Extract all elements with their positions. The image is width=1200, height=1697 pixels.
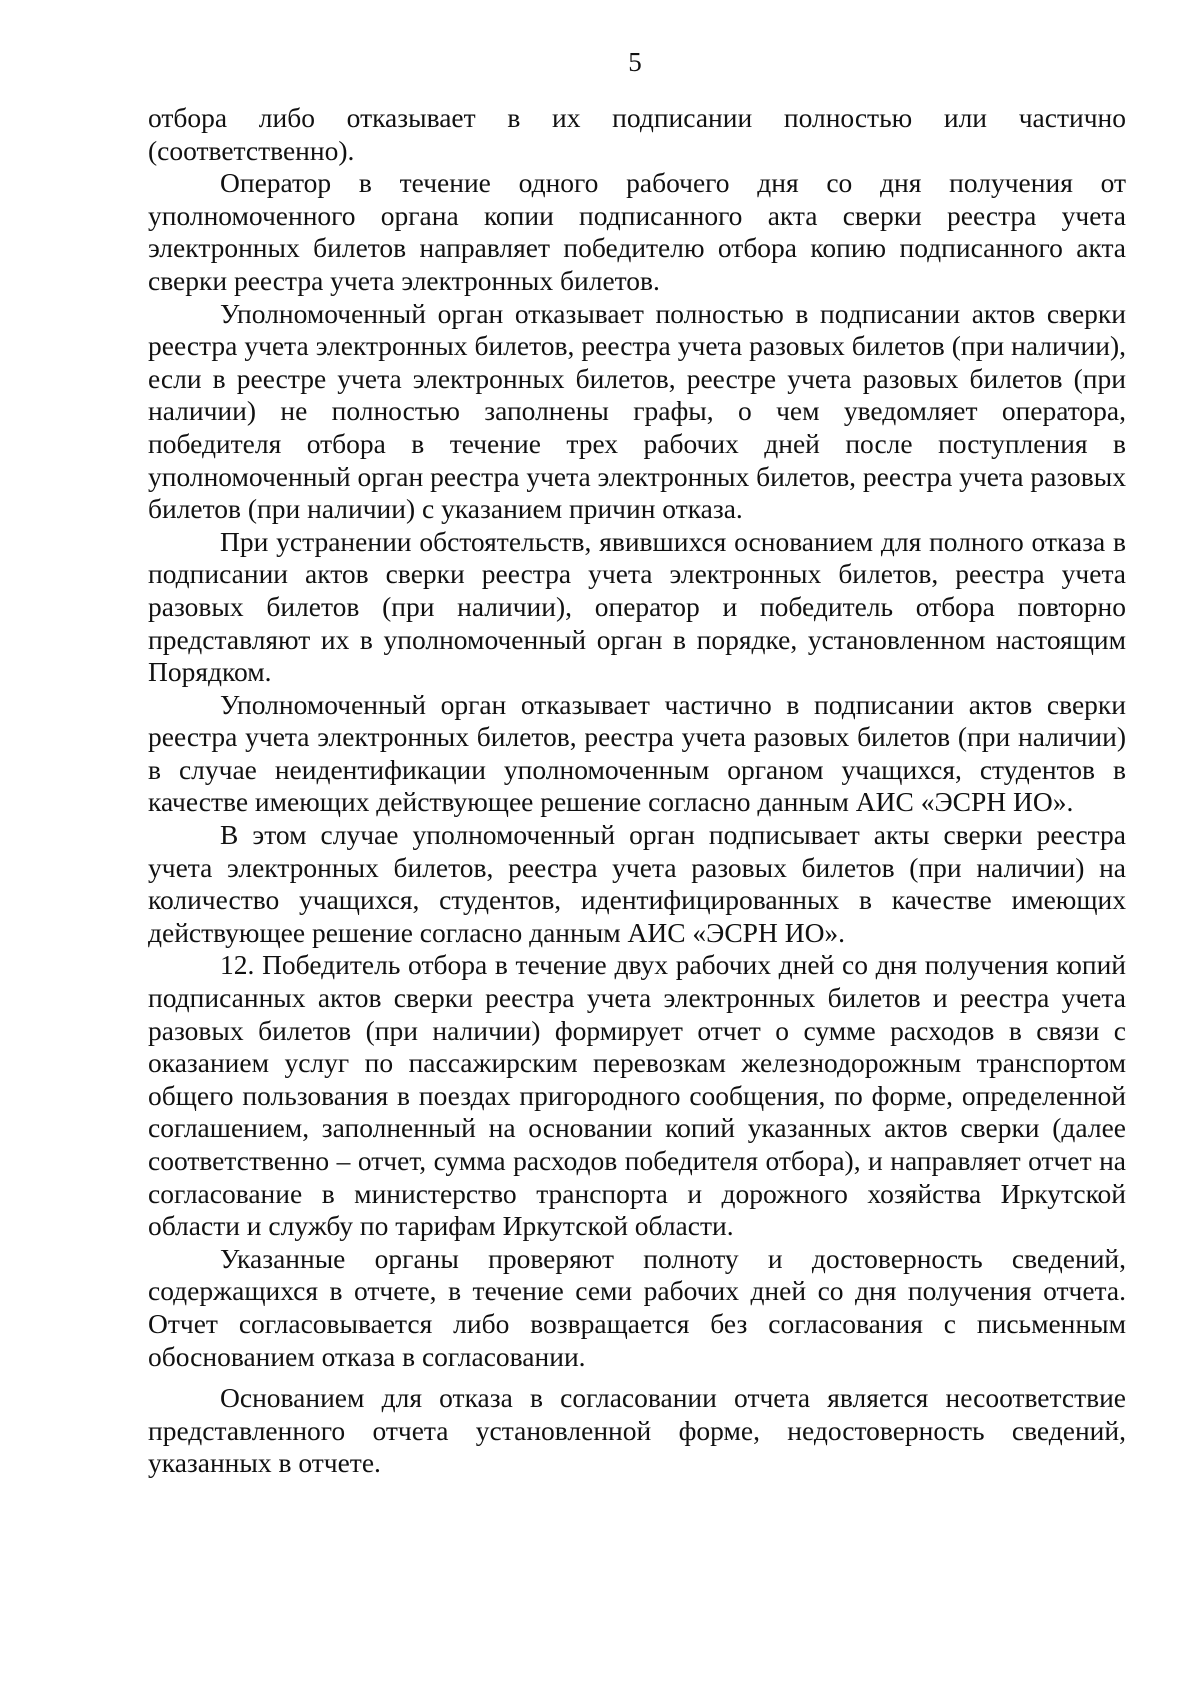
paragraph-refusal-grounds: Основанием для отказа в согласовании отчета является несоответствие представленного отчета установленной форме, недостоверность сведений, указанных в отчете.: [148, 1382, 1126, 1479]
paragraph-full-refusal: Уполномоченный орган отказывает полностью в подписании актов сверки реестра учета электронных билетов, реестра учета разовых билетов (при наличии), если в реестре учета электронных билетов, реестре учета разовых билетов (при наличии) не полностью заполнены графы, о чем уведомляет оператора, победителя отбора в течение трех рабочих дней после поступления в уполномоченный орган реестра учета электронных билетов, реестра учета разовых билетов (при наличии) с указанием причин отказа.: [148, 297, 1127, 525]
paragraph-resubmission: При устранении обстоятельств, явившихся основанием для полного отказа в подписании актов сверки реестра учета электронных билетов, реестра учета разовых билетов (при наличии), оператор и победитель отбора повторно представляют их в уполномоченный орган в порядке, установленном настоящим Порядком.: [148, 525, 1126, 688]
paragraph-item-12: 12. Победитель отбора в течение двух рабочих дней со дня получения копий подписанных актов сверки реестра учета электронных билетов и реестра учета разовых билетов (при наличии) формирует отчет о сумме расходов в связи с оказанием услуг по пассажирским перевозкам железнодорожным транспортом общего пользования в поездах пригородного сообщения, по форме, определенной соглашением, заполненный на основании копий указанных актов сверки (далее соответственно – отчет, сумма расходов победителя отбора), и направляет отчет на согласование в министерство транспорта и дорожного хозяйства Иркутской области и службу по тарифам Иркутской области.: [148, 949, 1126, 1242]
paragraph-continuation: отбора либо отказывает в их подписании полностью или частично (соответственно).: [148, 102, 1126, 166]
paragraph-review: Указанные органы проверяют полноту и достоверность сведений, содержащихся в отчете, в течение семи рабочих дней со дня получения отчета. Отчет согласовывается либо возвращается без согласования с письменным обоснованием отказа в согласовании.: [148, 1242, 1126, 1372]
paragraph-partial-signing: В этом случае уполномоченный орган подписывает акты сверки реестра учета электронных билетов, реестра учета разовых билетов (при наличии) на количество учащихся, студентов, идентифицированных в качестве имеющих действующее решение согласно данным АИС «ЭСРН ИО».: [148, 819, 1126, 948]
paragraph-partial-refusal: Уполномоченный орган отказывает частично в подписании актов сверки реестра учета электронных билетов, реестра учета разовых билетов (при наличии) в случае неидентификации уполномоченным органом учащихся, студентов в качестве имеющих действующее решение согласно данным АИС «ЭСРН ИО».: [148, 688, 1126, 818]
page-number: 5: [628, 47, 642, 77]
document-body: [148, 102, 1126, 1480]
paragraph-operator-copy: Оператор в течение одного рабочего дня со дня получения от уполномоченного органа копии подписанного акта сверки реестра учета электронных билетов направляет победителю отбора копию подписанного акта сверки реестра учета электронных билетов.: [148, 167, 1126, 296]
